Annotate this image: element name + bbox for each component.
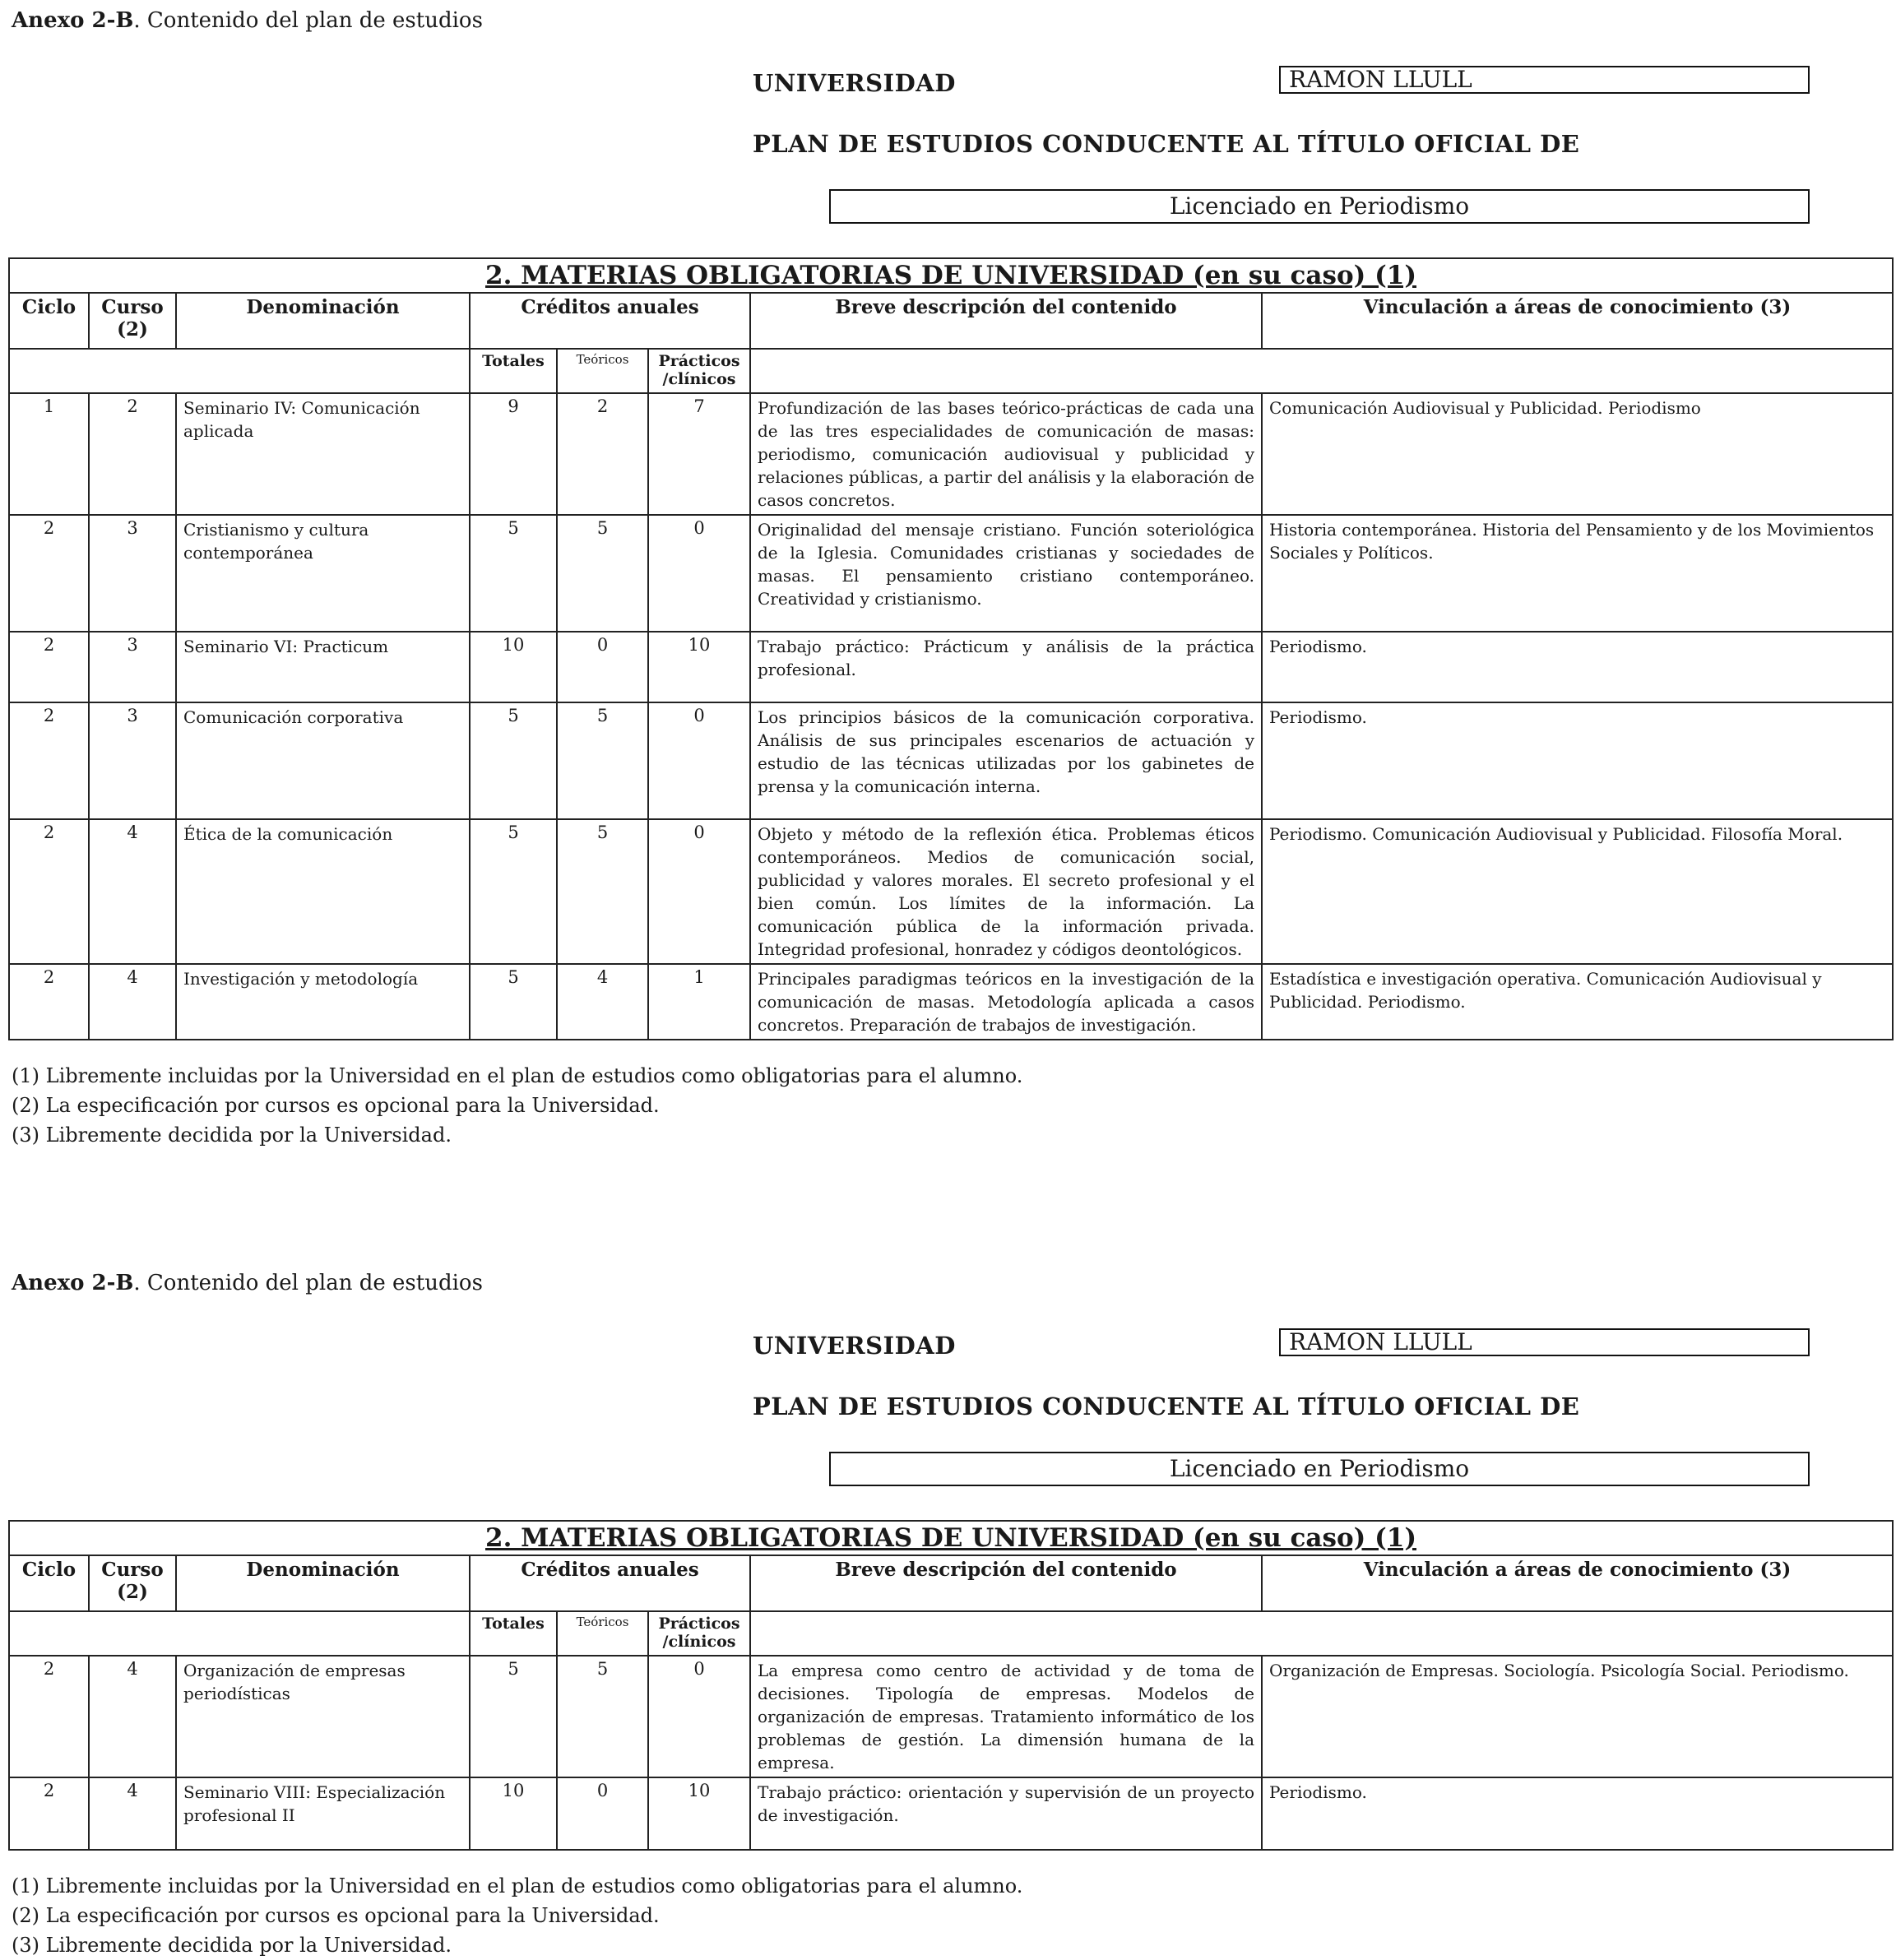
footnote: (3) Libremente decidida por la Universidad.	[12, 1934, 452, 1957]
cell-vinculacion: Periodismo.	[1262, 1777, 1893, 1850]
header-denominacion: Denominación	[176, 293, 470, 349]
titulo-value-box: Licenciado en Periodismo	[829, 1452, 1810, 1486]
header-teoricos: Teóricos	[557, 1611, 648, 1656]
table-row	[9, 1656, 1893, 1777]
table-row	[9, 702, 1893, 819]
cell-denominacion: Seminario VI: Practicum	[176, 632, 470, 702]
header-creditos: Créditos anuales	[470, 293, 750, 349]
cell-vinculacion: Periodismo.	[1262, 632, 1893, 702]
universidad-value-box: RAMON LLULL	[1279, 1328, 1810, 1356]
header-ciclo: Ciclo	[9, 1555, 89, 1611]
cell-curso: 2	[89, 393, 176, 515]
cell-vinculacion: Organización de Empresas. Sociología. Psicología Social. Periodismo.	[1262, 1656, 1893, 1777]
footnote: (2) La especificación por cursos es opcional para la Universidad.	[12, 1094, 660, 1117]
header-descripcion: Breve descripción del contenido	[750, 1555, 1262, 1611]
subheader-blank	[9, 349, 470, 393]
cell-totales: 5	[470, 964, 557, 1040]
cell-descripcion: Trabajo práctico: orientación y supervisión de un proyecto de investigación.	[750, 1777, 1262, 1850]
header-practicos: Prácticos /clínicos	[648, 1611, 750, 1656]
cell-denominacion: Seminario VIII: Especialización profesional II	[176, 1777, 470, 1850]
table-row	[9, 393, 1893, 515]
header-totales: Totales	[470, 349, 557, 393]
anexo-heading: Anexo 2-B. Contenido del plan de estudios	[12, 1271, 483, 1295]
cell-ciclo: 2	[9, 702, 89, 819]
footnote: (2) La especificación por cursos es opcional para la Universidad.	[12, 1904, 660, 1927]
cell-vinculacion: Historia contemporánea. Historia del Pensamiento y de los Movimientos Sociales y Políticos.	[1262, 515, 1893, 632]
cell-denominacion: Cristianismo y cultura contemporánea	[176, 515, 470, 632]
header-ciclo: Ciclo	[9, 293, 89, 349]
cell-denominacion: Organización de empresas periodísticas	[176, 1656, 470, 1777]
cell-teoricos: 5	[557, 702, 648, 819]
table-title: 2. MATERIAS OBLIGATORIAS DE UNIVERSIDAD (en su caso) (1)	[9, 258, 1893, 293]
universidad-label: UNIVERSIDAD	[753, 1332, 956, 1360]
cell-denominacion: Ética de la comunicación	[176, 819, 470, 964]
cell-totales: 10	[470, 632, 557, 702]
table-row	[9, 819, 1893, 964]
cell-denominacion: Comunicación corporativa	[176, 702, 470, 819]
cell-curso: 3	[89, 702, 176, 819]
cell-practicos: 0	[648, 702, 750, 819]
cell-practicos: 0	[648, 819, 750, 964]
cell-teoricos: 5	[557, 819, 648, 964]
plan-label: PLAN DE ESTUDIOS CONDUCENTE AL TÍTULO OFICIAL DE	[753, 1392, 1580, 1420]
header-practicos: Prácticos /clínicos	[648, 349, 750, 393]
cell-vinculacion: Comunicación Audiovisual y Publicidad. Periodismo	[1262, 393, 1893, 515]
footnotes	[12, 1061, 1022, 1150]
footnotes	[12, 1871, 1022, 1960]
table-row	[9, 515, 1893, 632]
subheader-blank	[750, 349, 1893, 393]
cell-curso: 3	[89, 632, 176, 702]
cell-vinculacion: Estadística e investigación operativa. Comunicación Audiovisual y Publicidad. Periodismo.	[1262, 964, 1893, 1040]
universidad-label: UNIVERSIDAD	[753, 69, 956, 97]
cell-practicos: 7	[648, 393, 750, 515]
header-denominacion: Denominación	[176, 1555, 470, 1611]
cell-denominacion: Seminario IV: Comunicación aplicada	[176, 393, 470, 515]
cell-teoricos: 0	[557, 632, 648, 702]
cell-totales: 10	[470, 1777, 557, 1850]
cell-ciclo: 1	[9, 393, 89, 515]
header-descripcion: Breve descripción del contenido	[750, 293, 1262, 349]
cell-totales: 5	[470, 702, 557, 819]
cell-ciclo: 2	[9, 1777, 89, 1850]
cell-teoricos: 5	[557, 515, 648, 632]
cell-descripcion: La empresa como centro de actividad y de toma de decisiones. Tipología de empresas. Modelos de organización de empresas. Tratamiento informático de los problemas de gestión. La dimensión humana de la empresa.	[750, 1656, 1262, 1777]
cell-totales: 5	[470, 1656, 557, 1777]
table-row	[9, 1777, 1893, 1850]
cell-curso: 3	[89, 515, 176, 632]
cell-ciclo: 2	[9, 632, 89, 702]
cell-descripcion: Trabajo práctico: Prácticum y análisis de la práctica profesional.	[750, 632, 1262, 702]
cell-curso: 4	[89, 964, 176, 1040]
cell-ciclo: 2	[9, 964, 89, 1040]
cell-curso: 4	[89, 1777, 176, 1850]
cell-denominacion: Investigación y metodología	[176, 964, 470, 1040]
plan-label: PLAN DE ESTUDIOS CONDUCENTE AL TÍTULO OFICIAL DE	[753, 130, 1580, 158]
subheader-blank	[750, 1611, 1893, 1656]
footnote: (1) Libremente incluidas por la Universidad en el plan de estudios como obligatorias para el alumno.	[12, 1874, 1023, 1897]
header-curso: Curso (2)	[89, 293, 176, 349]
cell-vinculacion: Periodismo.	[1262, 702, 1893, 819]
footnote: (1) Libremente incluidas por la Universidad en el plan de estudios como obligatorias para el alumno.	[12, 1064, 1023, 1087]
header-creditos: Créditos anuales	[470, 1555, 750, 1611]
header-curso: Curso (2)	[89, 1555, 176, 1611]
header-totales: Totales	[470, 1611, 557, 1656]
cell-totales: 5	[470, 515, 557, 632]
cell-descripcion: Originalidad del mensaje cristiano. Función soteriológica de la Iglesia. Comunidades cristianas y sociedades de masas. El pensamiento cristiano contemporáneo. Creatividad y cristianismo.	[750, 515, 1262, 632]
materias-table	[8, 1520, 1894, 1851]
cell-practicos: 0	[648, 515, 750, 632]
cell-teoricos: 5	[557, 1656, 648, 1777]
cell-totales: 9	[470, 393, 557, 515]
universidad-value-box: RAMON LLULL	[1279, 66, 1810, 94]
cell-teoricos: 2	[557, 393, 648, 515]
cell-practicos: 10	[648, 1777, 750, 1850]
cell-teoricos: 0	[557, 1777, 648, 1850]
header-vinculacion: Vinculación a áreas de conocimiento (3)	[1262, 293, 1893, 349]
cell-practicos: 10	[648, 632, 750, 702]
cell-totales: 5	[470, 819, 557, 964]
table-row	[9, 964, 1893, 1040]
titulo-value-box: Licenciado en Periodismo	[829, 189, 1810, 224]
cell-descripcion: Los principios básicos de la comunicación corporativa. Análisis de sus principales escenarios de actuación y estudio de las técnicas utilizadas por los gabinetes de prensa y la comunicación interna.	[750, 702, 1262, 819]
cell-practicos: 1	[648, 964, 750, 1040]
cell-descripcion: Objeto y método de la reflexión ética. Problemas éticos contemporáneos. Medios de comunicación social, publicidad y valores morales. El secreto profesional y el bien común. Los límites de la información. La comunicación pública de la información privada. Integridad profesional, honradez y códigos deontológicos.	[750, 819, 1262, 964]
cell-descripcion: Profundización de las bases teórico-prácticas de cada una de las tres especialidades de comunicación de masas: periodismo, comunicación audiovisual y publicidad y relaciones públicas, a partir del análisis y la elaboración de casos concretos.	[750, 393, 1262, 515]
materias-table	[8, 257, 1894, 1040]
header-vinculacion: Vinculación a áreas de conocimiento (3)	[1262, 1555, 1893, 1611]
cell-ciclo: 2	[9, 1656, 89, 1777]
subheader-blank	[9, 1611, 470, 1656]
cell-vinculacion: Periodismo. Comunicación Audiovisual y Publicidad. Filosofía Moral.	[1262, 819, 1893, 964]
cell-practicos: 0	[648, 1656, 750, 1777]
footnote: (3) Libremente decidida por la Universidad.	[12, 1124, 452, 1147]
cell-curso: 4	[89, 1656, 176, 1777]
cell-ciclo: 2	[9, 515, 89, 632]
table-title: 2. MATERIAS OBLIGATORIAS DE UNIVERSIDAD (en su caso) (1)	[9, 1521, 1893, 1555]
cell-ciclo: 2	[9, 819, 89, 964]
cell-curso: 4	[89, 819, 176, 964]
cell-descripcion: Principales paradigmas teóricos en la investigación de la comunicación de masas. Metodología aplicada a casos concretos. Preparación de trabajos de investigación.	[750, 964, 1262, 1040]
cell-teoricos: 4	[557, 964, 648, 1040]
table-row	[9, 632, 1893, 702]
anexo-heading: Anexo 2-B. Contenido del plan de estudios	[12, 8, 483, 33]
header-teoricos: Teóricos	[557, 349, 648, 393]
